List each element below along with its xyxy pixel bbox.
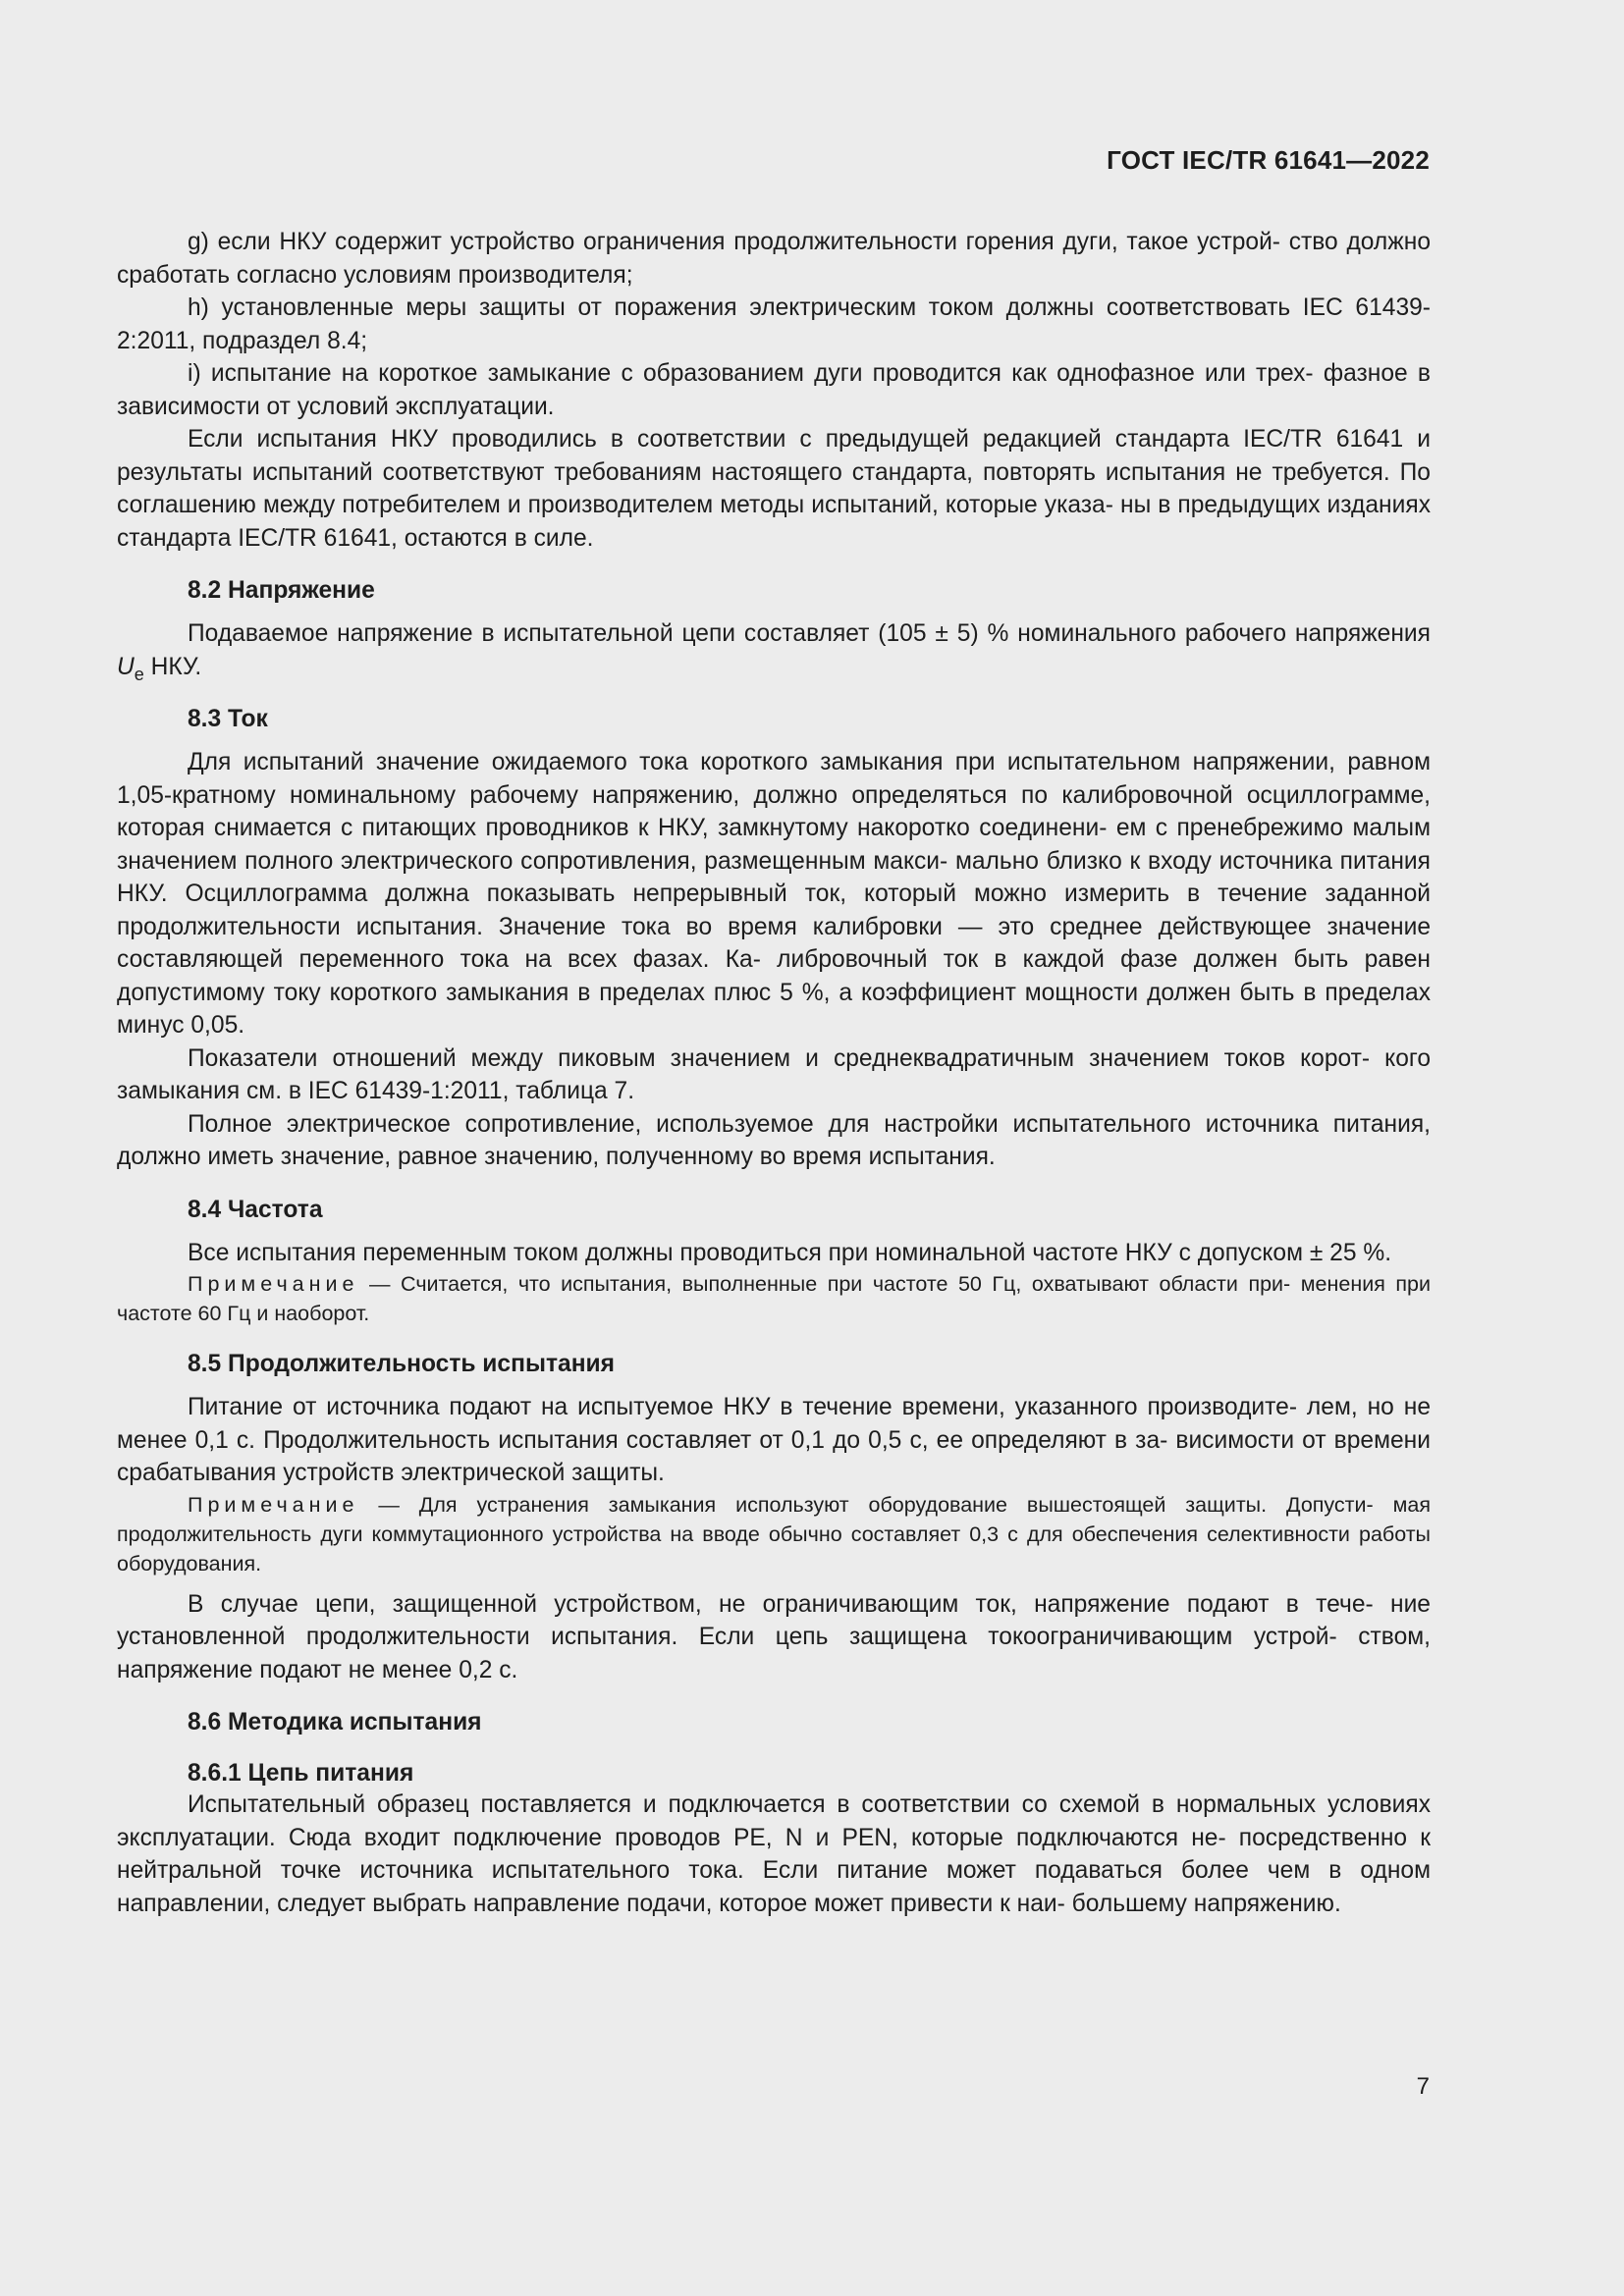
section-heading-8-6: 8.6 Методика испытания (188, 1709, 482, 1735)
page-number: 7 (1416, 2073, 1430, 2100)
paragraph-current-2: Показатели отношений между пиковым значением и среднеквадратичным значением токов корот- кого замыкания см. в IEC 61439-1:2011, таблица 7. (117, 1044, 1431, 1104)
paragraph-duration-2: В случае цепи, защищенной устройством, не ограничивающим ток, напряжение подают в тече- ние установленной продолжительности испытания. Если цепь защищена токоограничивающим устрой- ством, напряжение подают не менее 0,2 с. (117, 1590, 1431, 1683)
voltage-symbol: U (117, 653, 135, 680)
voltage-text-before: Подаваемое напряжение в испытательной цепи составляет (105 ± 5) % номинального рабочего напряжения (188, 620, 1431, 647)
document-body (117, 226, 1431, 1920)
note-label: Примечание (188, 1492, 359, 1517)
section-heading-8-2: 8.2 Напряжение (188, 577, 375, 604)
section-heading-8-5: 8.5 Продолжительность испытания (188, 1351, 616, 1377)
subsection-heading-8-6-1: 8.6.1 Цепь питания (188, 1760, 414, 1787)
paragraph-duration-1: Питание от источника подают на испытуемое НКУ в течение времени, указанного производите- лем, но не менее 0,1 с. Продолжительность испытания составляет от 0,1 до 0,5 с, ее определяют в за- висимости от времени срабатывания устройств электрической защиты. (117, 1394, 1431, 1486)
paragraph-current-1: Для испытаний значение ожидаемого тока короткого замыкания при испытательном напряжении, равном 1,05-кратному номинальному рабочему напряжению, должно определяться по калибровочной осциллограмме, которая снимается с питающих проводников к НКУ, замкнутому накоротко соединени- ем с пренебрежимо малым значением полного электрического сопротивления, размещенным макси- мально близко к входу источника питания НКУ. Осциллограмма должна показывать непрерывный ток, который можно измерить в течение заданной продолжительности испытания. Значение тока во время калибровки — это среднее действующее значение составляющей переменного тока на всех фазах. Ка- либровочный ток в каждой фазе должен быть равен допустимому току короткого замыкания в пределах плюс 5 %, а коэффициент мощности должен быть в пределах минус 0,05. (117, 749, 1431, 1039)
section-heading-8-3: 8.3 Ток (188, 706, 268, 732)
paragraph-frequency: Все испытания переменным током должны проводиться при номинальной частоте НКУ с допуском ± 25 %. (188, 1239, 1392, 1266)
list-item-h: h) установленные меры защиты от поражения электрическим током должны соответствовать IEC 61439-2:2011, подраздел 8.4; (117, 294, 1431, 354)
list-item-g: g) если НКУ содержит устройство ограничения продолжительности горения дуги, такое устрой- ство должно сработать согласно условиям производителя; (117, 229, 1431, 289)
paragraph-current-3: Полное электрическое сопротивление, используемое для настройки испытательного источника питания, должно иметь значение, равное значению, полученному во время испытания. (117, 1110, 1431, 1170)
note-duration (117, 1490, 1431, 1578)
voltage-text-after: НКУ. (143, 653, 202, 680)
paragraph-supply-circuit: Испытательный образец поставляется и подключается в соответствии со схемой в нормальных условиях эксплуатации. Сюда входит подключение проводов PE, N и PEN, которые подключаются не- посредственно к нейтральной точке источника испытательного тока. Если питание может подаваться более чем в одном направлении, следует выбрать направление подачи, которое может привести к наи- большему напряжению. (117, 1791, 1431, 1917)
note-label: Примечание (188, 1272, 359, 1296)
list-item-i: i) испытание на короткое замыкание с образованием дуги проводится как однофазное или трех- фазное в зависимости от условий эксплуатации. (117, 360, 1431, 420)
note-frequency (117, 1269, 1431, 1328)
document-code-header: ГОСТ IEC/TR 61641—2022 (1107, 145, 1430, 175)
note-text: — Считается, что испытания, выполненные при частоте 50 Гц, охватывают области при- менения при частоте 60 Гц и наоборот. (117, 1272, 1431, 1325)
section-heading-8-4: 8.4 Частота (188, 1196, 323, 1223)
note-text: — Для устранения замыкания используют оборудование вышестоящей защиты. Допусти- мая продолжительность дуги коммутационного устройства на вводе обычно составляет 0,3 с для обеспечения селективности работы оборудования. (117, 1492, 1431, 1575)
paragraph-previous-edition: Если испытания НКУ проводились в соответствии с предыдущей редакцией стандарта IEC/TR 61641 и результаты испытаний соответствуют требованиям настоящего стандарта, повторять испытания не требуется. По соглашению между потребителем и производителем методы испытаний, которые указа- ны в предыдущих изданиях стандарта IEC/TR 61641, остаются в силе. (117, 426, 1431, 552)
paragraph-voltage (117, 617, 1431, 683)
voltage-subscript: e (134, 664, 144, 684)
